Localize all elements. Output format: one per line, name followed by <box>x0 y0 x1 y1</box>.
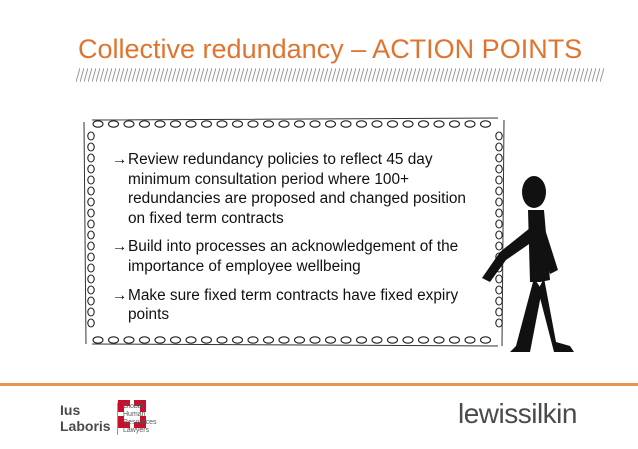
title-underline-hatch <box>76 68 604 82</box>
arrow-icon: → <box>112 286 128 304</box>
bullet-text: Make sure fixed term contracts have fixed expiry points <box>128 286 459 324</box>
arrow-icon: → <box>112 238 128 256</box>
footer-rule <box>0 383 638 386</box>
stick-figure-illustration <box>470 170 590 360</box>
bullet-item <box>112 286 472 325</box>
bullet-text: Build into processes an acknowledgement of the importance of employee wellbeing <box>128 238 459 275</box>
bullet-item <box>112 150 472 228</box>
bullet-text: Review redundancy policies to reflect 45 day minimum consultation period where 100+ redundancies are proposed and changed position on fixed term contracts <box>128 151 466 227</box>
slide-title: Collective redundancy – ACTION POINTS <box>78 34 583 64</box>
ius-laboris-tagline: Global Human Resources Lawyers <box>117 403 156 435</box>
lewis-silkin-logo: lewissilkin <box>458 398 577 429</box>
action-points-list <box>112 150 472 334</box>
bullet-item <box>112 237 472 276</box>
ius-laboris-name: Ius Laboris <box>60 402 111 434</box>
arrow-icon: → <box>112 151 128 168</box>
